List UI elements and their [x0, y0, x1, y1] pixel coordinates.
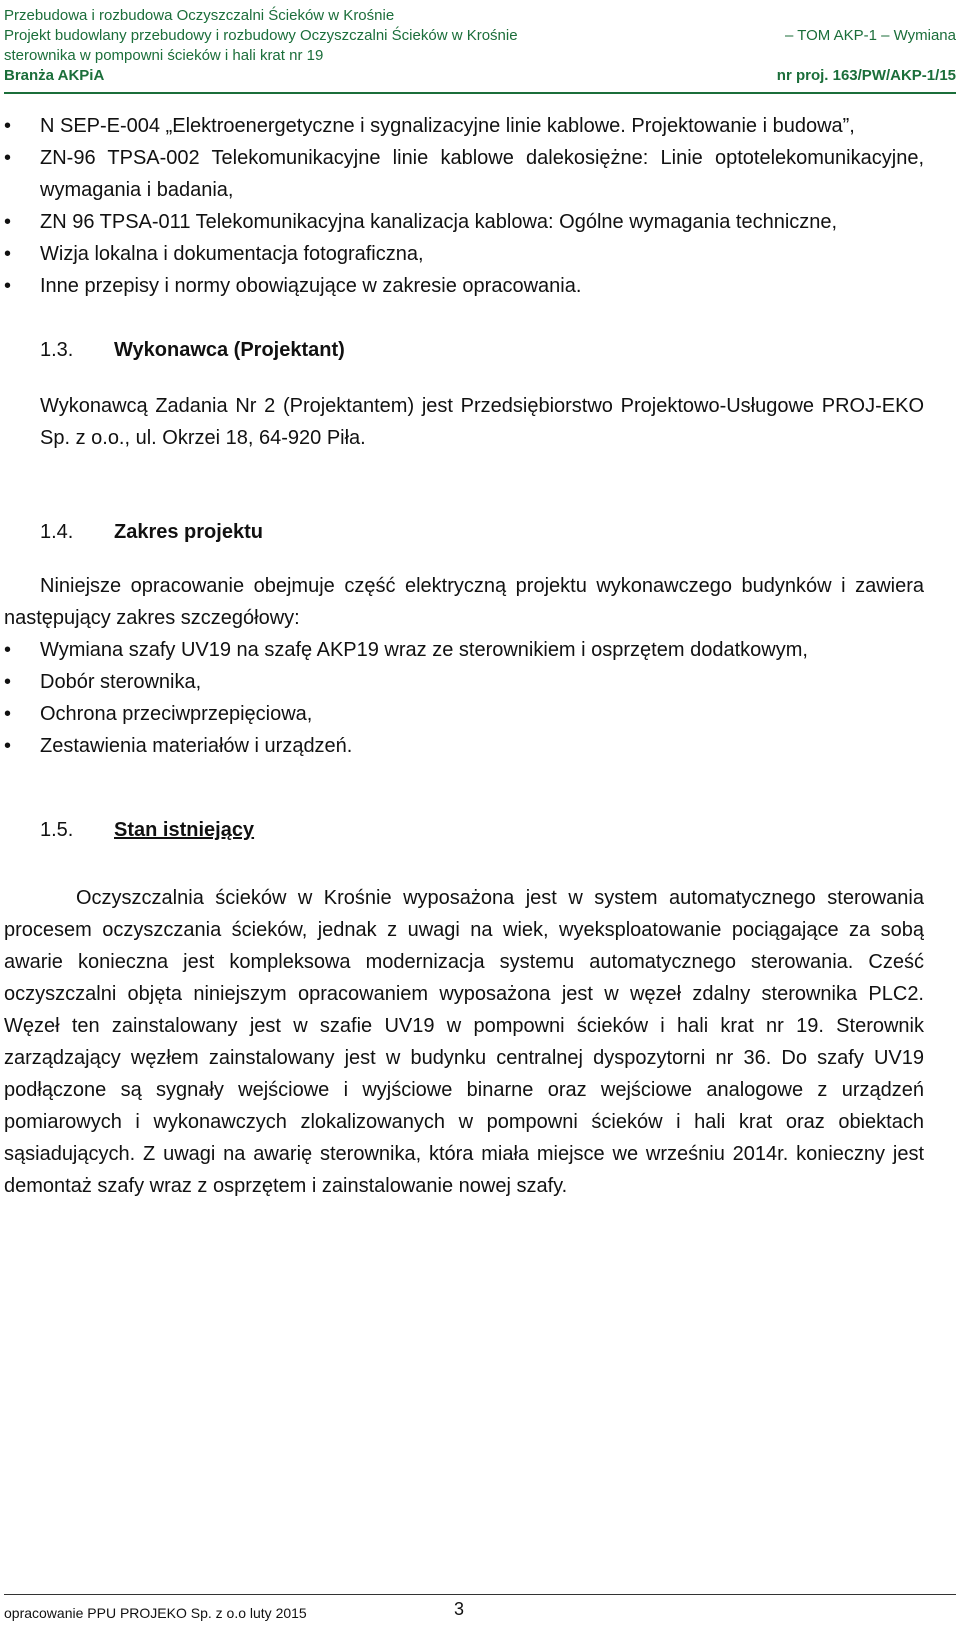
contractor-paragraph [4, 390, 924, 454]
scope-intro: Niniejsze opracowanie obejmuje część elektryczną projektu wykonawczego budynków i zawiera następujący zakres szczegółowy: [4, 575, 924, 629]
page-header [4, 6, 956, 86]
list-item: • Wymiana szafy UV19 na szafę AKP19 wraz ze sterownikiem i osprzętem dodatkowym, [4, 634, 924, 666]
footer-text: opracowanie PPU PROJEKO Sp. z o.o luty 2015 [4, 1605, 307, 1621]
list-item: • Wizja lokalna i dokumentacja fotograficzna, [4, 238, 924, 270]
header-divider [4, 92, 956, 94]
header-line-3: sterownika w pompowni ścieków i hali krat nr 19 [4, 47, 324, 64]
section-title: Wykonawca (Projektant) [114, 339, 345, 361]
header-line-2-right: – TOM AKP-1 – Wymiana [784, 27, 956, 44]
list-item: • Inne przepisy i normy obowiązujące w zakresie opracowania. [4, 270, 924, 302]
list-item: • N SEP-E-004 „Elektroenergetyczne i sygnalizacyjne linie kablowe. Projektowanie i budowa”, [4, 110, 924, 142]
header-project-number: nr proj. 163/PW/AKP-1/15 [776, 67, 956, 84]
header-line-2 [4, 26, 956, 46]
standards-list [4, 110, 924, 302]
list-item: • ZN 96 TPSA-011 Telekomunikacyjna kanalizacja kablowa: Ogólne wymagania techniczne, [4, 206, 924, 238]
existing-state-paragraph: Oczyszczalnia ścieków w Krośnie wyposażona jest w system automatycznego sterowania procesem oczyszczania ścieków, jednak z uwagi na wiek, wyeksploatowanie pociągające za sobą awarie konieczna jest kompleksowa modernizacja systemu automatycznego sterowania. Cześć oczyszczalni objęta niniejszym opracowaniem wyposażona jest w węzeł zdalny sterownika PLC2. Węzeł ten zainstalowany jest w szafie UV19 w pompowni ścieków i hali krat nr 19. Sterownik zarządzający węzłem zainstalowany jest w budynku centralnej dyspozytorni nr 36. Do szafy UV19 podłączone są sygnały wejściowe i wyjściowe binarne oraz wejściowe analogowe z urządzeń pomiarowych i wykonawczych zlokalizowanych w pompowni ścieków i hali krat oraz obiektach sąsiadujących. Z uwagi na awarię sterownika, która miała miejsce we wrześniu 2014r. konieczny jest demontaż szafy wraz z osprzętem i zainstalowanie nowej szafy. [4, 887, 924, 1197]
scope-list [4, 634, 924, 762]
list-item: • Zestawienia materiałów i urządzeń. [4, 730, 924, 762]
section-heading-1-5 [4, 814, 924, 846]
list-item: • Dobór sterownika, [4, 666, 924, 698]
section-number: 1.3. [40, 339, 74, 361]
list-item: • ZN-96 TPSA-002 Telekomunikacyjne linie kablowe dalekosiężne: Linie optotelekomunikacyjne, wymagania i badania, [4, 142, 924, 206]
header-branza: Branża AKPiA [4, 67, 105, 84]
section-number: 1.5. [40, 819, 74, 841]
page-footer [4, 1594, 956, 1621]
page-number: 3 [454, 1599, 465, 1619]
header-line-2-left: Projekt budowlany przebudowy i rozbudowy Oczyszczalni Ścieków w Krośnie [4, 27, 518, 44]
section-heading-1-4 [4, 516, 924, 548]
list-item: • Ochrona przeciwprzepięciowa, [4, 698, 924, 730]
document-body [4, 110, 924, 1202]
contractor-text: Wykonawcą Zadania Nr 2 (Projektantem) jest Przedsiębiorstwo Projektowo-Usługowe PROJ-EKO Sp. z o.o., ul. Okrzei 18, 64-920 Piła. [40, 395, 924, 449]
section-title: Zakres projektu [114, 521, 263, 543]
section-number: 1.4. [40, 521, 74, 543]
section-heading-1-3 [4, 334, 924, 366]
section-title: Stan istniejący [114, 819, 255, 841]
header-project-title: Przebudowa i rozbudowa Oczyszczalni Ścieków w Krośnie [4, 7, 395, 24]
header-line-4 [4, 66, 956, 86]
